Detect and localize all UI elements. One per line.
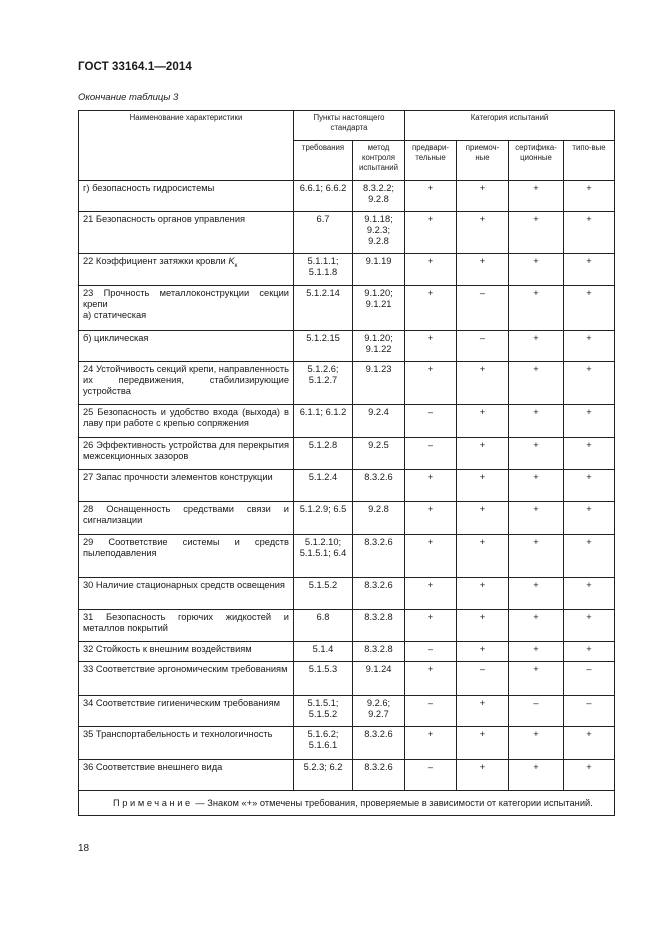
cell-acceptance: + xyxy=(457,760,509,791)
row-method: 9.2.5 xyxy=(353,438,405,470)
table-row xyxy=(79,362,615,405)
cell-type: + xyxy=(564,760,615,791)
row-name: 25 Безопасность и удобство входа (выхода) в лаву при работе с крепью сопряжения xyxy=(79,405,294,438)
row-requirements: 5.1.4 xyxy=(294,642,353,662)
row-requirements: 6.1.1; 6.1.2 xyxy=(294,405,353,438)
cell-certification: + xyxy=(509,727,564,760)
row-requirements: 5.1.5.3 xyxy=(294,662,353,696)
table-row xyxy=(79,405,615,438)
cell-certification: + xyxy=(509,286,564,331)
table-row xyxy=(79,578,615,610)
cell-type: + xyxy=(564,405,615,438)
cell-certification: + xyxy=(509,578,564,610)
cell-certification: – xyxy=(509,696,564,727)
cell-acceptance: + xyxy=(457,405,509,438)
row-method: 9.1.23 xyxy=(353,362,405,405)
row-method: 8.3.2.8 xyxy=(353,642,405,662)
row-requirements: 6.7 xyxy=(294,212,353,254)
cell-certification: + xyxy=(509,610,564,642)
cell-certification: + xyxy=(509,502,564,535)
cell-preliminary: – xyxy=(405,696,457,727)
cell-certification: + xyxy=(509,362,564,405)
cell-certification: + xyxy=(509,642,564,662)
cell-type: + xyxy=(564,610,615,642)
row-method: 8.3.2.2; 9.2.8 xyxy=(353,181,405,212)
row-name-line1: 23 Прочность металлоконструкции секции крепи xyxy=(83,288,289,309)
cell-type: + xyxy=(564,286,615,331)
row-method: 9.1.24 xyxy=(353,662,405,696)
cell-acceptance: + xyxy=(457,502,509,535)
row-requirements: 6.8 xyxy=(294,610,353,642)
cell-type: + xyxy=(564,331,615,362)
row-name-line2: а) статическая xyxy=(83,310,147,320)
row-requirements: 5.1.2.10; 5.1.5.1; 6.4 xyxy=(294,535,353,578)
cell-type: + xyxy=(564,727,615,760)
cell-type: + xyxy=(564,254,615,286)
col-header-name: Наименование характеристики xyxy=(79,111,294,181)
cell-acceptance: + xyxy=(457,696,509,727)
row-method: 9.2.8 xyxy=(353,502,405,535)
row-name: 24 Устойчивость секций крепи, направленность их передвижения, стабилизирующие устройства xyxy=(79,362,294,405)
table-row xyxy=(79,181,615,212)
row-requirements: 5.1.1.1; 5.1.1.8 xyxy=(294,254,353,286)
row-name: 29 Соответствие системы и средств пылеподавления xyxy=(79,535,294,578)
row-name: 32 Стойкость к внешним воздействиям xyxy=(79,642,294,662)
cell-preliminary: + xyxy=(405,727,457,760)
col-header-requirements: требования xyxy=(294,141,353,181)
col-header-certification: сертифика-ционные xyxy=(509,141,564,181)
row-method: 8.3.2.6 xyxy=(353,535,405,578)
table-row xyxy=(79,535,615,578)
row-name: 31 Безопасность горючих жидкостей и металлов покрытий xyxy=(79,610,294,642)
cell-type: + xyxy=(564,502,615,535)
col-header-clauses: Пункты настоящего стандарта xyxy=(294,111,405,141)
row-method: 8.3.2.6 xyxy=(353,727,405,760)
table-note xyxy=(79,791,615,816)
row-requirements: 5.1.2.8 xyxy=(294,438,353,470)
cell-certification: + xyxy=(509,760,564,791)
row-name: 33 Соответствие эргономическим требованиям xyxy=(79,662,294,696)
table-note-row xyxy=(79,791,615,816)
table-row xyxy=(79,438,615,470)
cell-preliminary: – xyxy=(405,760,457,791)
cell-preliminary: – xyxy=(405,642,457,662)
cell-certification: + xyxy=(509,181,564,212)
page-number: 18 xyxy=(78,843,90,854)
cell-type: + xyxy=(564,212,615,254)
row-method: 9.2.4 xyxy=(353,405,405,438)
cell-type: + xyxy=(564,438,615,470)
row-name: 36 Соответствие внешнего вида xyxy=(79,760,294,791)
row-method: 9.1.18; 9.2.3; 9.2.8 xyxy=(353,212,405,254)
row-name xyxy=(79,254,294,286)
table-row xyxy=(79,727,615,760)
cell-certification: + xyxy=(509,331,564,362)
row-requirements: 5.1.2.9; 6.5 xyxy=(294,502,353,535)
row-method: 8.3.2.6 xyxy=(353,470,405,502)
row-name: 35 Транспортабельность и технологичность xyxy=(79,727,294,760)
row-name: 28 Оснащенность средствами связи и сигнализации xyxy=(79,502,294,535)
row-name: 21 Безопасность органов управления xyxy=(79,212,294,254)
row-name-symbol: K xyxy=(228,256,235,266)
requirements-table xyxy=(78,110,615,816)
cell-preliminary: – xyxy=(405,405,457,438)
cell-certification: + xyxy=(509,438,564,470)
col-header-type: типо-вые xyxy=(564,141,615,181)
row-name: б) циклическая xyxy=(79,331,294,362)
cell-acceptance: – xyxy=(457,286,509,331)
cell-preliminary: + xyxy=(405,535,457,578)
cell-acceptance: + xyxy=(457,438,509,470)
cell-preliminary: + xyxy=(405,181,457,212)
col-header-method: метод контроля испытаний xyxy=(353,141,405,181)
col-header-acceptance: приемоч-ные xyxy=(457,141,509,181)
cell-acceptance: + xyxy=(457,642,509,662)
row-name: 34 Соответствие гигиеническим требованиям xyxy=(79,696,294,727)
row-name: 26 Эффективность устройства для перекрытия межсекционных зазоров xyxy=(79,438,294,470)
cell-acceptance: – xyxy=(457,331,509,362)
cell-certification: + xyxy=(509,535,564,578)
note-label: Примечание xyxy=(113,798,193,808)
col-header-category: Категория испытаний xyxy=(405,111,615,141)
table-row xyxy=(79,662,615,696)
cell-preliminary: + xyxy=(405,286,457,331)
cell-certification: + xyxy=(509,662,564,696)
row-requirements: 5.2.3; 6.2 xyxy=(294,760,353,791)
cell-certification: + xyxy=(509,212,564,254)
cell-acceptance: + xyxy=(457,212,509,254)
row-method: 9.1.20; 9.1.22 xyxy=(353,331,405,362)
table-row xyxy=(79,696,615,727)
cell-preliminary: + xyxy=(405,470,457,502)
cell-certification: + xyxy=(509,470,564,502)
row-name xyxy=(79,286,294,331)
cell-type: + xyxy=(564,578,615,610)
row-requirements: 6.6.1; 6.6.2 xyxy=(294,181,353,212)
table-row xyxy=(79,760,615,791)
row-method: 9.1.20; 9.1.21 xyxy=(353,286,405,331)
row-requirements: 5.1.2.6; 5.1.2.7 xyxy=(294,362,353,405)
row-method: 9.1.19 xyxy=(353,254,405,286)
table-row xyxy=(79,610,615,642)
cell-acceptance: + xyxy=(457,578,509,610)
table-row xyxy=(79,470,615,502)
row-name-text: 22 Коэффициент затяжки кровли xyxy=(83,256,229,266)
cell-certification: + xyxy=(509,405,564,438)
cell-preliminary: + xyxy=(405,502,457,535)
row-requirements: 5.1.5.1; 5.1.5.2 xyxy=(294,696,353,727)
cell-acceptance: + xyxy=(457,610,509,642)
cell-preliminary: + xyxy=(405,254,457,286)
row-requirements: 5.1.6.2; 5.1.6.1 xyxy=(294,727,353,760)
cell-type: + xyxy=(564,181,615,212)
table-row xyxy=(79,502,615,535)
table-row xyxy=(79,212,615,254)
row-requirements: 5.1.2.14 xyxy=(294,286,353,331)
cell-acceptance: – xyxy=(457,662,509,696)
cell-preliminary: + xyxy=(405,331,457,362)
row-requirements: 5.1.2.4 xyxy=(294,470,353,502)
row-name: г) безопасность гидросистемы xyxy=(79,181,294,212)
cell-preliminary: + xyxy=(405,578,457,610)
row-requirements: 5.1.5.2 xyxy=(294,578,353,610)
cell-acceptance: + xyxy=(457,254,509,286)
cell-preliminary: + xyxy=(405,662,457,696)
col-header-preliminary: предвари-тельные xyxy=(405,141,457,181)
note-text: — Знаком «+» отмечены требования, проверяемые в зависимости от категории испытаний. xyxy=(192,798,593,808)
table-row xyxy=(79,331,615,362)
table-row xyxy=(79,254,615,286)
row-name: 27 Запас прочности элементов конструкции xyxy=(79,470,294,502)
cell-type: – xyxy=(564,696,615,727)
cell-acceptance: + xyxy=(457,470,509,502)
document-title: ГОСТ 33164.1—2014 xyxy=(78,61,192,73)
cell-acceptance: + xyxy=(457,362,509,405)
row-method: 8.3.2.6 xyxy=(353,578,405,610)
row-method: 8.3.2.8 xyxy=(353,610,405,642)
cell-type: – xyxy=(564,662,615,696)
cell-preliminary: – xyxy=(405,438,457,470)
table-caption: Окончание таблицы 3 xyxy=(78,92,179,103)
cell-type: + xyxy=(564,642,615,662)
cell-preliminary: + xyxy=(405,610,457,642)
header-row-1 xyxy=(79,111,615,141)
table-row xyxy=(79,286,615,331)
row-method: 9.2.6; 9.2.7 xyxy=(353,696,405,727)
cell-type: + xyxy=(564,362,615,405)
row-name: 30 Наличие стационарных средств освещения xyxy=(79,578,294,610)
row-requirements: 5.1.2.15 xyxy=(294,331,353,362)
table-row xyxy=(79,642,615,662)
row-method: 8.3.2.6 xyxy=(353,760,405,791)
cell-acceptance: + xyxy=(457,535,509,578)
cell-acceptance: + xyxy=(457,181,509,212)
cell-type: + xyxy=(564,535,615,578)
cell-certification: + xyxy=(509,254,564,286)
cell-preliminary: + xyxy=(405,212,457,254)
cell-type: + xyxy=(564,470,615,502)
cell-preliminary: + xyxy=(405,362,457,405)
cell-acceptance: + xyxy=(457,727,509,760)
row-name-subscript: к xyxy=(234,261,238,269)
